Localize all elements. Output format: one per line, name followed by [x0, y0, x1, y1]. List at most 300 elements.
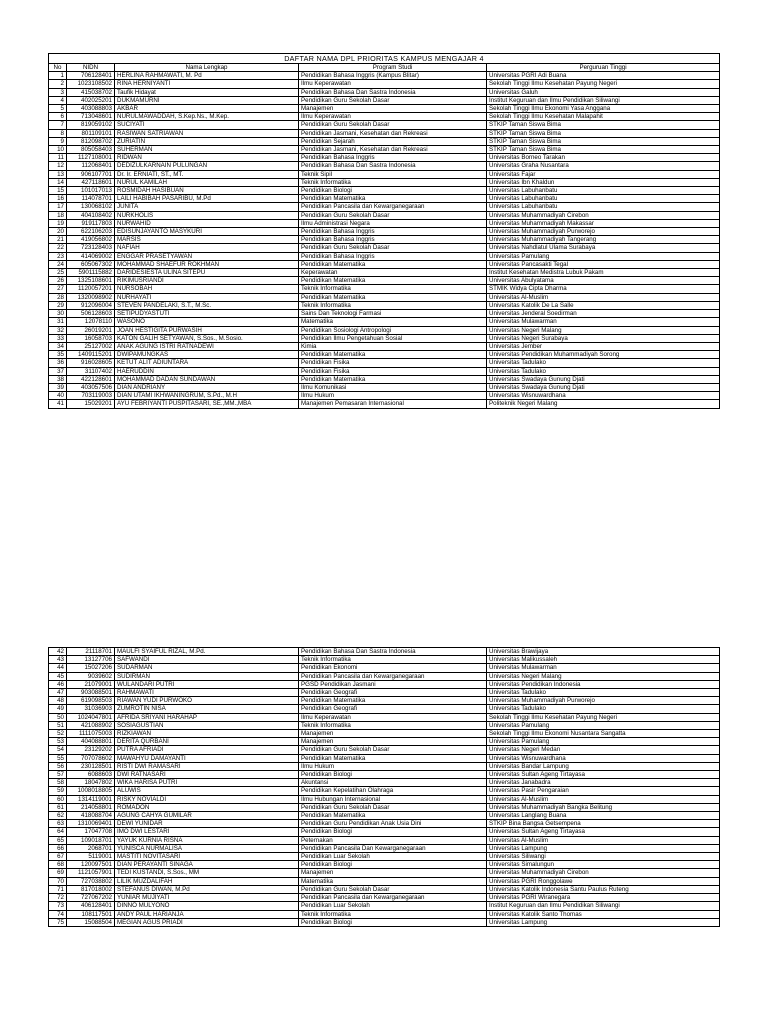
cell-no: 54	[49, 746, 67, 754]
cell-prodi: Pendidikan Biologi	[299, 918, 487, 926]
cell-nidn: 1310069401	[67, 820, 115, 828]
cell-pt: Universitas PGRI Adi Buana	[487, 72, 720, 80]
cell-pt: Universitas Swadaya Gunung Djati	[487, 375, 720, 383]
table-row	[49, 334, 720, 342]
cell-pt: Universitas Graha Nusantara	[487, 162, 720, 170]
cell-nama: NURWAHID	[115, 219, 299, 227]
cell-prodi: Pendidikan Bahasa Inggris	[299, 154, 487, 162]
cell-nidn: 817018002	[67, 885, 115, 893]
cell-no: 75	[49, 918, 67, 926]
cell-nama: PUTRA AFRIADI	[115, 746, 299, 754]
cell-pt: Universitas Negeri Surabaya	[487, 334, 720, 342]
cell-prodi: Pendidikan Kepelatihan Olahraga	[299, 787, 487, 795]
table-row	[49, 853, 720, 861]
cell-pt: Universitas Pamulang	[487, 252, 720, 260]
table-row	[49, 746, 720, 754]
cell-nidn: 23129202	[67, 746, 115, 754]
table-row	[49, 910, 720, 918]
table-row	[49, 648, 720, 656]
cell-nama: AFRIDA SRIYANI HARAHAP	[115, 713, 299, 721]
cell-nidn: 16058703	[67, 334, 115, 342]
table-row	[49, 121, 720, 129]
cell-nama: NAFIAH	[115, 244, 299, 252]
table-row	[49, 178, 720, 186]
cell-prodi: Pendidikan Bahasa Dan Sastra Indonesia	[299, 162, 487, 170]
table-row	[49, 902, 720, 910]
cell-nidn: 727067202	[67, 894, 115, 902]
table-row	[49, 326, 720, 334]
cell-nidn: 805058403	[67, 146, 115, 154]
cell-nama: MASTITI NOVITASARI	[115, 853, 299, 861]
cell-nama: RISTI DWI RAMASARI	[115, 762, 299, 770]
cell-no: 27	[49, 285, 67, 293]
cell-nama: ROSMIDAH HASIBUAN	[115, 187, 299, 195]
cell-no: 59	[49, 787, 67, 795]
cell-pt: Universitas Pendidikan Muhammadiyah Sorong	[487, 351, 720, 359]
table-row	[49, 664, 720, 672]
cell-nama: DWI RATNASARI	[115, 771, 299, 779]
cell-prodi: Ilmu Keperawatan	[299, 80, 487, 88]
cell-no: 37	[49, 367, 67, 375]
cell-pt: Universitas Swadaya Gunung Djati	[487, 383, 720, 391]
cell-nama: RASIWAN SATRIAWAN	[115, 129, 299, 137]
cell-no: 57	[49, 771, 67, 779]
cell-prodi: Sains Dan Teknologi Farmasi	[299, 310, 487, 318]
cell-no: 29	[49, 301, 67, 309]
cell-nidn: 619098503	[67, 697, 115, 705]
table-row	[49, 861, 720, 869]
table-row	[49, 96, 720, 104]
cell-pt: Universitas Siliwangi	[487, 853, 720, 861]
cell-pt: Universitas Muhammadiyah Purworejo	[487, 228, 720, 236]
cell-pt: Universitas PGRI Ronggolawe	[487, 877, 720, 885]
table-row	[49, 195, 720, 203]
cell-pt: Universitas Abulyatama	[487, 277, 720, 285]
cell-pt: Universitas Malikussaleh	[487, 656, 720, 664]
cell-pt: Institut Kesehatan Medistra Lubuk Pakam	[487, 269, 720, 277]
table-row	[49, 277, 720, 285]
cell-prodi: Pendidikan Bahasa Dan Sastra Indonesia	[299, 88, 487, 96]
cell-no: 62	[49, 812, 67, 820]
cell-prodi: Pendidikan Matematika	[299, 277, 487, 285]
cell-no: 65	[49, 836, 67, 844]
cell-pt: Universitas Simalungun	[487, 861, 720, 869]
cell-nama: HAERUDDIN	[115, 367, 299, 375]
cell-no: 26	[49, 277, 67, 285]
table-row	[49, 721, 720, 729]
cell-pt: STMIK Widya Cipta Dharma	[487, 285, 720, 293]
cell-prodi: Matematika	[299, 877, 487, 885]
cell-nidn: 723128403	[67, 244, 115, 252]
cell-no: 5	[49, 105, 67, 113]
table-row	[49, 918, 720, 926]
cell-no: 17	[49, 203, 67, 211]
table-row	[49, 869, 720, 877]
cell-nidn: 1314119001	[67, 795, 115, 803]
cell-prodi: Pendidikan Biologi	[299, 771, 487, 779]
cell-prodi: Pendidikan Pancasila dan Kewarganegaraan	[299, 672, 487, 680]
cell-prodi: Pendidikan Bahasa Dan Sastra Indonesia	[299, 648, 487, 656]
cell-nidn: 108117501	[67, 910, 115, 918]
table-row	[49, 146, 720, 154]
cell-nama: KATON GALIH SETYAWAN, S.Sos., M.Sosio.	[115, 334, 299, 342]
cell-pt: Sekolah Tinggi Ilmu Kesehatan Payung Negeri	[487, 80, 720, 88]
cell-nidn: 130068102	[67, 203, 115, 211]
cell-nidn: 21079001	[67, 680, 115, 688]
table-title: DAFTAR NAMA DPL PRIORITAS KAMPUS MENGAJAR 4	[49, 54, 720, 64]
cell-nidn: 402025201	[67, 96, 115, 104]
cell-nidn: 114078701	[67, 195, 115, 203]
cell-nama: SETIPUDYASTUTI	[115, 310, 299, 318]
cell-nama: RAHMAWATI	[115, 689, 299, 697]
cell-prodi: Ilmu Hukum	[299, 762, 487, 770]
table-row	[49, 885, 720, 893]
cell-prodi: Teknik Informatika	[299, 721, 487, 729]
cell-nidn: 31107402	[67, 367, 115, 375]
cell-pt: Universitas Labuhanbatu	[487, 203, 720, 211]
cell-nama: AGUNG CAHYA GUMILAR	[115, 812, 299, 820]
cell-no: 73	[49, 902, 67, 910]
cell-no: 61	[49, 803, 67, 811]
cell-no: 23	[49, 252, 67, 260]
cell-nidn: 25127002	[67, 342, 115, 350]
cell-nidn: 1409115201	[67, 351, 115, 359]
cell-pt: STKIP Bina Bangsa Getsempena	[487, 820, 720, 828]
cell-nidn: 13127706	[67, 656, 115, 664]
cell-prodi: Pendidikan Pancasila Dan Kewarganegaraan	[299, 844, 487, 852]
cell-no: 55	[49, 754, 67, 762]
cell-pt: Universitas Mulawarman	[487, 664, 720, 672]
cell-no: 25	[49, 269, 67, 277]
cell-no: 72	[49, 894, 67, 902]
table-row	[49, 705, 720, 713]
header-nidn: NIDN	[67, 64, 115, 72]
cell-nidn: 1024047801	[67, 713, 115, 721]
cell-nidn: 916028605	[67, 359, 115, 367]
table-row	[49, 656, 720, 664]
cell-no: 69	[49, 869, 67, 877]
cell-prodi: Pendidikan Sosiologi Antropologi	[299, 326, 487, 334]
cell-no: 34	[49, 342, 67, 350]
cell-pt: Universitas Pasir Pengaraian	[487, 787, 720, 795]
cell-nama: MAULFI SYAIFUL RIZAL, M.Pd.	[115, 648, 299, 656]
cell-prodi: Pendidikan Matematika	[299, 260, 487, 268]
table-row	[49, 689, 720, 697]
cell-no: 66	[49, 844, 67, 852]
table-row	[49, 367, 720, 375]
cell-nidn: 230128501	[67, 762, 115, 770]
cell-pt: Universitas Langlang Buana	[487, 812, 720, 820]
cell-prodi: Pendidikan Guru Sekolah Dasar	[299, 746, 487, 754]
cell-nidn: 21118701	[67, 648, 115, 656]
table-row	[49, 844, 720, 852]
table-row	[49, 383, 720, 391]
cell-prodi: Pendidikan Guru Sekolah Dasar	[299, 885, 487, 893]
cell-no: 43	[49, 656, 67, 664]
cell-prodi: Ilmu Komunikasi	[299, 383, 487, 391]
cell-nama: LILIK MUZDALIFAH	[115, 877, 299, 885]
cell-nidn: 819059102	[67, 121, 115, 129]
table-row	[49, 129, 720, 137]
cell-no: 40	[49, 392, 67, 400]
cell-nidn: 418088704	[67, 812, 115, 820]
cell-no: 38	[49, 375, 67, 383]
cell-nidn: 15027206	[67, 664, 115, 672]
cell-nama: NURSOBAH	[115, 285, 299, 293]
cell-no: 11	[49, 154, 67, 162]
cell-nama: ALUWIS	[115, 787, 299, 795]
cell-nidn: 1023108502	[67, 80, 115, 88]
cell-nama: YUNIAR MUJIYATI	[115, 894, 299, 902]
cell-nama: TEDI KUSTANDI, S.Sos., MM	[115, 869, 299, 877]
table-row	[49, 894, 720, 902]
cell-no: 67	[49, 853, 67, 861]
cell-nama: HERLINA RAHMAWATI, M. Pd	[115, 72, 299, 80]
cell-no: 63	[49, 820, 67, 828]
cell-prodi: Ilmu Hukum	[299, 392, 487, 400]
cell-pt: Universitas Jenderal Soedirman	[487, 310, 720, 318]
cell-nama: RIAWAN YUDI PURWOKO	[115, 697, 299, 705]
table-row	[49, 787, 720, 795]
cell-no: 48	[49, 697, 67, 705]
cell-no: 12	[49, 162, 67, 170]
cell-no: 46	[49, 680, 67, 688]
cell-no: 50	[49, 713, 67, 721]
cell-pt: Universitas Negeri Malang	[487, 326, 720, 334]
cell-no: 70	[49, 877, 67, 885]
cell-prodi: Pendidikan Fisika	[299, 359, 487, 367]
cell-pt: Sekolah Tinggi Ilmu Kesehatan Payung Negeri	[487, 713, 720, 721]
cell-pt: Universitas Galuh	[487, 88, 720, 96]
table-body-2	[49, 648, 720, 927]
cell-prodi: Peternakan	[299, 836, 487, 844]
cell-no: 24	[49, 260, 67, 268]
cell-nama: DERITA QURBANI	[115, 738, 299, 746]
table-row	[49, 137, 720, 145]
cell-no: 36	[49, 359, 67, 367]
cell-nama: AKBAR	[115, 105, 299, 113]
cell-no: 32	[49, 326, 67, 334]
cell-nama: YUNISCA NURMALISA	[115, 844, 299, 852]
cell-nidn: 18047802	[67, 779, 115, 787]
cell-prodi: Akuntansi	[299, 779, 487, 787]
cell-nama: MOHAMMAD SHAEFUR ROKHMAN	[115, 260, 299, 268]
cell-prodi: Manajemen	[299, 738, 487, 746]
cell-pt: Universitas Ibn Khaldun	[487, 178, 720, 186]
cell-nama: DIAN UTAMI IKHWANINGRUM, S.Pd., M.H	[115, 392, 299, 400]
cell-pt: Universitas Muhammadiyah Makassar	[487, 219, 720, 227]
cell-pt: Universitas Borneo Tarakan	[487, 154, 720, 162]
cell-nama: DEDIZULKARNAIN PULUNGAN	[115, 162, 299, 170]
table-row	[49, 285, 720, 293]
table-row	[49, 771, 720, 779]
cell-pt: Universitas Labuhanbatu	[487, 195, 720, 203]
table-row	[49, 803, 720, 811]
cell-no: 47	[49, 689, 67, 697]
cell-no: 16	[49, 195, 67, 203]
cell-no: 45	[49, 672, 67, 680]
cell-nama: NURUL KAMILAH	[115, 178, 299, 186]
cell-nidn: 17047708	[67, 828, 115, 836]
cell-nidn: 427118601	[67, 178, 115, 186]
cell-prodi: Teknik Informatika	[299, 910, 487, 918]
table-row	[49, 400, 720, 408]
header-nama: Nama Lengkap	[115, 64, 299, 72]
table-row	[49, 738, 720, 746]
cell-prodi: Pendidikan Geografi	[299, 689, 487, 697]
cell-pt: Universitas Labuhanbatu	[487, 187, 720, 195]
cell-no: 42	[49, 648, 67, 656]
table-row	[49, 252, 720, 260]
cell-pt: Universitas Bandar Lampung	[487, 762, 720, 770]
cell-prodi: Ilmu Hubungan Internasional	[299, 795, 487, 803]
cell-nidn: 1127108001	[67, 154, 115, 162]
cell-no: 4	[49, 96, 67, 104]
cell-prodi: Teknik Informatika	[299, 656, 487, 664]
cell-nama: SAFWANDI	[115, 656, 299, 664]
cell-prodi: Pendidikan Matematika	[299, 293, 487, 301]
cell-nidn: 12078110	[67, 318, 115, 326]
cell-pt: Universitas Katolik De La Salle	[487, 301, 720, 309]
cell-pt: Universitas Janabadra	[487, 779, 720, 787]
cell-pt: Universitas Negeri Malang	[487, 672, 720, 680]
cell-no: 52	[49, 730, 67, 738]
cell-nama: KETUT ALIT ADIUNTARA	[115, 359, 299, 367]
cell-no: 58	[49, 779, 67, 787]
cell-nidn: 713048601	[67, 113, 115, 121]
cell-nama: YAYUK KURNIA RISNA	[115, 836, 299, 844]
cell-nama: ROMADON	[115, 803, 299, 811]
cell-prodi: Pendidikan Geografi	[299, 705, 487, 713]
cell-no: 19	[49, 219, 67, 227]
cell-nidn: 622106203	[67, 228, 115, 236]
cell-prodi: Pendidikan Guru Pendidikan Anak Usia Dini	[299, 820, 487, 828]
cell-nidn: 703119003	[67, 392, 115, 400]
cell-pt: Sekolah Tinggi Ilmu Ekonomi Yasa Anggana	[487, 105, 720, 113]
cell-nama: NURULMAWADDAH, S.Kep.Ns., M.Kep.	[115, 113, 299, 121]
cell-nama: WASONO	[115, 318, 299, 326]
cell-no: 3	[49, 88, 67, 96]
cell-pt: Universitas Mulawarman	[487, 318, 720, 326]
cell-nidn: 1008018805	[67, 787, 115, 795]
cell-pt: Universitas Tadulako	[487, 689, 720, 697]
cell-nidn: 5119001	[67, 853, 115, 861]
cell-prodi: Ilmu Keperawatan	[299, 713, 487, 721]
cell-nidn: 2068701	[67, 844, 115, 852]
table-row	[49, 170, 720, 178]
cell-nama: DINNO MULYONO	[115, 902, 299, 910]
cell-prodi: Pendidikan Luar Sekolah	[299, 853, 487, 861]
cell-prodi: Pendidikan Matematika	[299, 375, 487, 383]
cell-nama: JOAN HESTIGITA PURWASIH	[115, 326, 299, 334]
cell-nidn: 903088501	[67, 689, 115, 697]
cell-pt: Universitas Sultan Ageng Tirtayasa	[487, 771, 720, 779]
cell-pt: Universitas Muhammadiyah Purworejo	[487, 697, 720, 705]
cell-pt: Universitas PGRI Wiranegara	[487, 894, 720, 902]
cell-nama: RIZKIAWAN	[115, 730, 299, 738]
table-row	[49, 375, 720, 383]
table-row	[49, 359, 720, 367]
cell-nama: SUDIRMAN	[115, 672, 299, 680]
table-row	[49, 228, 720, 236]
cell-no: 9	[49, 137, 67, 145]
cell-nidn: 801109101	[67, 129, 115, 137]
cell-nidn: 15088504	[67, 918, 115, 926]
cell-prodi: Pendidikan Luar Sekolah	[299, 902, 487, 910]
cell-no: 71	[49, 885, 67, 893]
cell-no: 22	[49, 244, 67, 252]
cell-nama: ANDY PAUL HARIANJA	[115, 910, 299, 918]
cell-nidn: 422128601	[67, 375, 115, 383]
cell-nama: ZURIATIN	[115, 137, 299, 145]
cell-prodi: Ilmu Administrasi Negara	[299, 219, 487, 227]
header-prodi: Program Studi	[299, 64, 487, 72]
cell-prodi: Teknik Informatika	[299, 178, 487, 186]
cell-nidn: 812098702	[67, 137, 115, 145]
cell-nama: DARIDESIESTA ULINA SITEPU	[115, 269, 299, 277]
cell-pt: STKIP Taman Siswa Bima	[487, 146, 720, 154]
cell-no: 20	[49, 228, 67, 236]
table-row	[49, 779, 720, 787]
cell-nidn: 15029201	[67, 400, 115, 408]
cell-prodi: Pendidikan Bahasa Inggris	[299, 228, 487, 236]
cell-no: 60	[49, 795, 67, 803]
cell-nama: JUNITA	[115, 203, 299, 211]
cell-no: 13	[49, 170, 67, 178]
cell-no: 53	[49, 738, 67, 746]
cell-no: 6	[49, 113, 67, 121]
cell-nama: NURKHOLIS	[115, 211, 299, 219]
cell-nidn: 415038702	[67, 88, 115, 96]
cell-no: 8	[49, 129, 67, 137]
table-row	[49, 672, 720, 680]
cell-nidn: 403057506	[67, 383, 115, 391]
table-row	[49, 754, 720, 762]
cell-prodi: Kimia	[299, 342, 487, 350]
cell-prodi: Pendidikan Ilmu Pengetahuan Sosial	[299, 334, 487, 342]
cell-prodi: Ilmu Keperawatan	[299, 113, 487, 121]
cell-prodi: Matematika	[299, 318, 487, 326]
cell-no: 1	[49, 72, 67, 80]
cell-nidn: 421088902	[67, 721, 115, 729]
cell-pt: Universitas Brawijaya	[487, 648, 720, 656]
table-row	[49, 269, 720, 277]
cell-no: 64	[49, 828, 67, 836]
cell-nama: Taufik Hidayat	[115, 88, 299, 96]
table-row	[49, 260, 720, 268]
cell-pt: Universitas Muhammadiyah Bangka Belitung	[487, 803, 720, 811]
cell-pt: Universitas Wisnuwardhana	[487, 392, 720, 400]
cell-nama: DEWI YUNIDAR	[115, 820, 299, 828]
cell-pt: Institut Keguruan dan Ilmu Pendidikan Siliwangi	[487, 902, 720, 910]
cell-nidn: 906107701	[67, 170, 115, 178]
table-page-1	[48, 53, 719, 409]
cell-pt: Universitas Sultan Ageng Tirtayasa	[487, 828, 720, 836]
cell-prodi: Pendidikan Sejarah	[299, 137, 487, 145]
cell-no: 18	[49, 211, 67, 219]
cell-pt: Universitas Al-Muslim	[487, 293, 720, 301]
table-row	[49, 154, 720, 162]
cell-nidn: 419056802	[67, 236, 115, 244]
cell-no: 39	[49, 383, 67, 391]
cell-pt: Politeknik Negeri Malang	[487, 400, 720, 408]
cell-nama: MAWAHYU DAMAYANTI	[115, 754, 299, 762]
cell-pt: Universitas Katolik Santo Thomas	[487, 910, 720, 918]
table-row	[49, 236, 720, 244]
table-row	[49, 713, 720, 721]
cell-prodi: Pendidikan Matematika	[299, 812, 487, 820]
cell-nidn: 214058801	[67, 803, 115, 811]
